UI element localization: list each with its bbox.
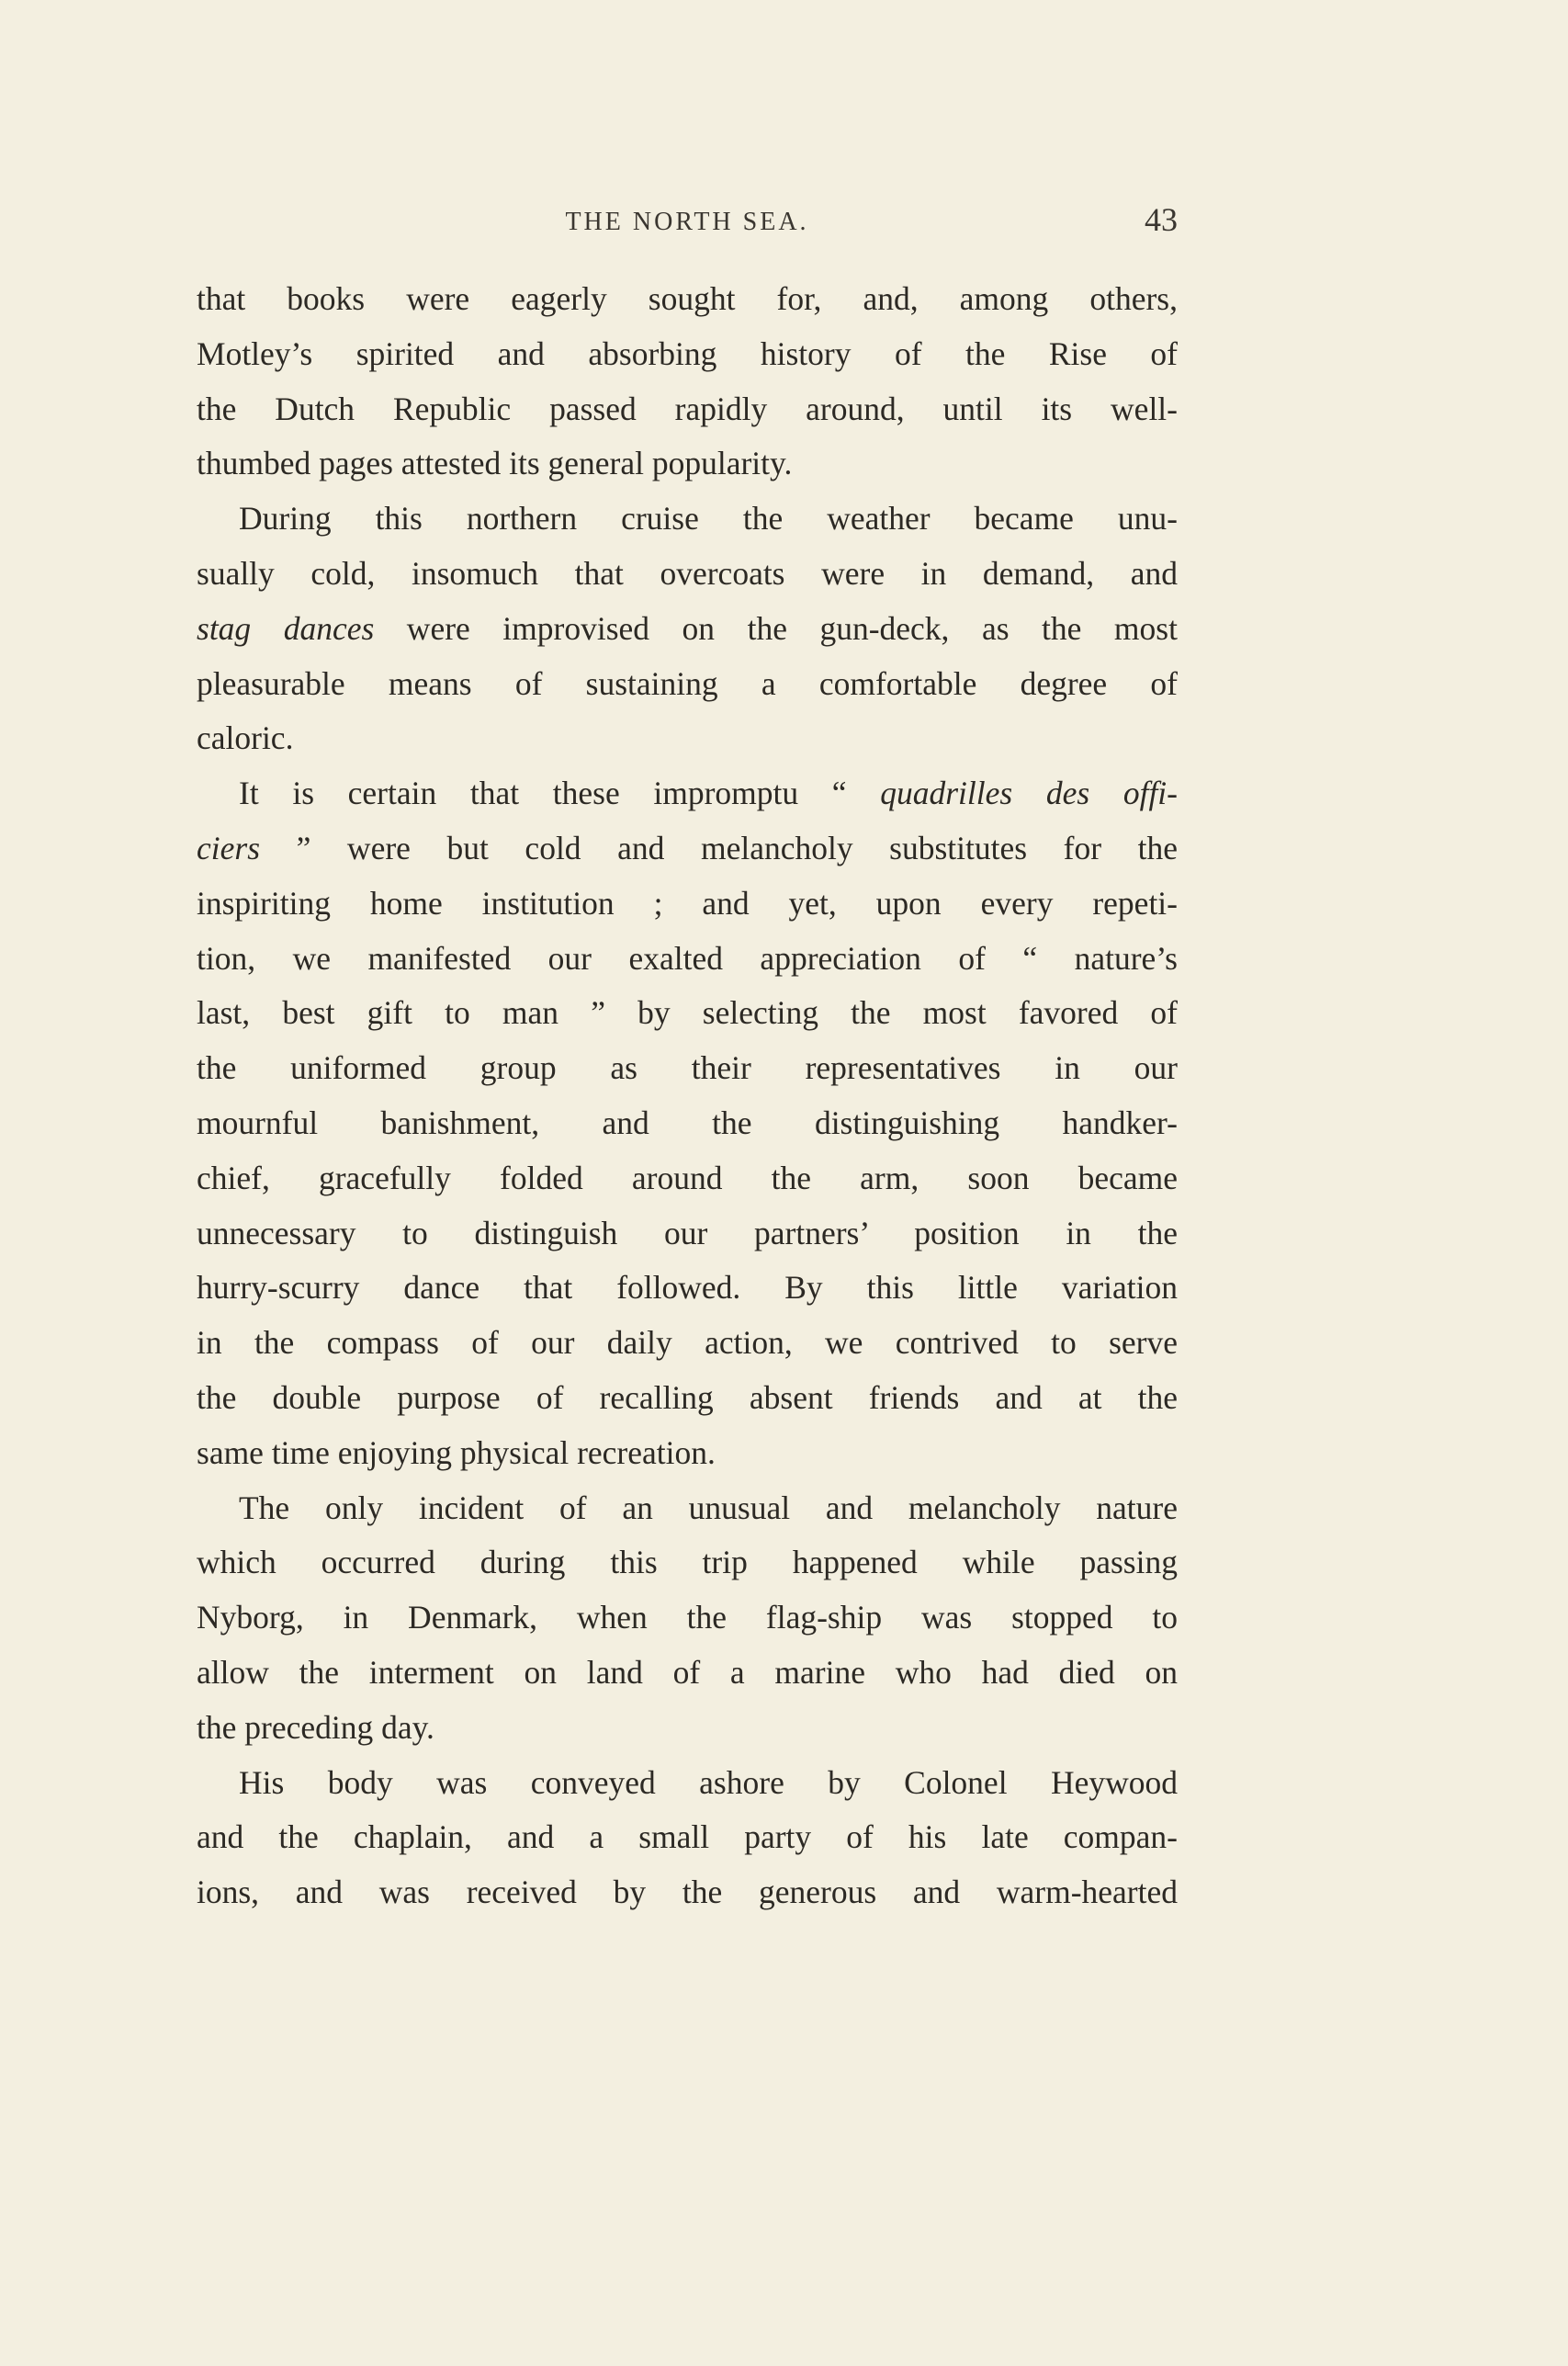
text-line: the double purpose of recalling absent friends and at the [197,1378,1178,1416]
text-line: the Dutch Republic passed rapidly around, until its well- [197,390,1178,427]
text-line [197,821,1178,877]
text-line: same time enjoying physical recreation. [197,1433,716,1471]
italic-phrase: stag dances [197,609,375,647]
text-segment: ” were but cold and melancholy substitutes for the [260,829,1178,866]
text-line: hurry-scurry dance that followed. By this little variation [197,1269,1178,1307]
text-line: His body was conveyed ashore by Colonel Heywood [239,1763,1178,1801]
text-line: the uniformed group as their representatives in our [197,1049,1178,1087]
text-line: thumbed pages attested its general popularity. [197,445,793,482]
text-line: in the compass of our daily action, we contrived to serve [197,1324,1178,1362]
text-line: inspiriting home institution ; and yet, upon every repeti- [197,884,1178,922]
text-line [197,766,1178,821]
page-number: 43 [1145,201,1178,238]
text-line: Motley’s spirited and absorbing history of the Rise of [197,334,1178,372]
text-line: sually cold, insomuch that overcoats were in demand, and [197,554,1178,592]
text-line: ions, and was received by the generous and warm-hearted [197,1874,1178,1911]
text-line: which occurred during this trip happened while passing [197,1544,1178,1581]
text-line: The only incident of an unusual and melancholy nature [239,1489,1178,1526]
text-line: tion, we manifested our exalted appreciation of “ nature’s [197,939,1178,977]
text-line: and the chaplain, and a small party of his late compan- [197,1818,1178,1856]
page-header [197,195,1178,250]
text-line: mournful banishment, and the distinguishing handker- [197,1104,1178,1141]
body-text [197,272,1178,1920]
text-line: unnecessary to distinguish our partners’ position in the [197,1214,1178,1251]
text-line: the preceding day. [197,1708,434,1746]
text-line: pleasurable means of sustaining a comfortable degree of [197,664,1178,702]
text-segment: were improvised on the gun-deck, as the most [374,609,1178,647]
text-line [197,602,1178,657]
text-line: caloric. [197,719,294,757]
text-line: allow the interment on land of a marine who had died on [197,1653,1178,1691]
text-line: chief, gracefully folded around the arm, soon became [197,1159,1178,1196]
text-line: that books were eagerly sought for, and, among others, [197,280,1178,317]
text-line: last, best gift to man ” by selecting the most favored of [197,994,1178,1032]
italic-phrase: quadrilles des offi- [880,775,1178,812]
text-segment: It is certain that these impromptu “ [239,775,881,812]
text-line: During this northern cruise the weather became unu- [239,500,1178,538]
text-line: Nyborg, in Denmark, when the flag-ship was stopped to [197,1599,1178,1636]
italic-phrase: ciers [197,829,261,866]
running-title: THE NORTH SEA. [565,208,809,236]
